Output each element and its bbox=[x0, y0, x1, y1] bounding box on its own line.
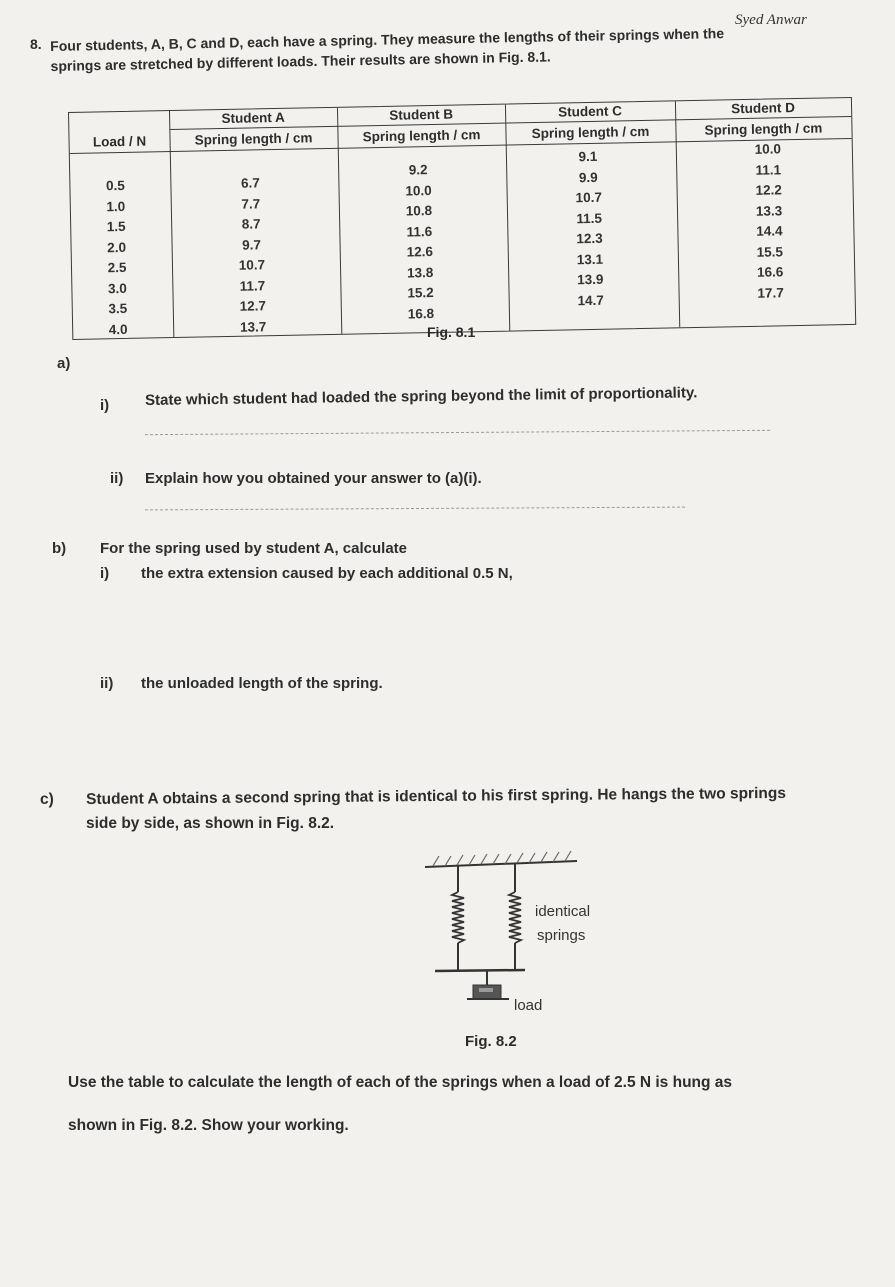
table-cell: 10.8 bbox=[405, 203, 433, 219]
table-cell: 13.3 bbox=[755, 202, 783, 219]
col-header-d: Spring length / cm bbox=[704, 120, 823, 138]
table-cell: 13.8 bbox=[406, 264, 434, 281]
table-cell: 10.7 bbox=[575, 189, 603, 206]
group-header-c: Student C bbox=[558, 103, 623, 120]
intro-line-1: Four students, A, B, C and D, each have a spring. They measure the lengths of their springs when the bbox=[50, 25, 725, 54]
part-a-i-label: i) bbox=[100, 397, 110, 414]
intro-text bbox=[50, 21, 851, 76]
part-a-label: a) bbox=[57, 355, 71, 372]
part-b-ii-label: ii) bbox=[100, 675, 114, 692]
group-header-d: Student D bbox=[731, 100, 796, 117]
part-c-label: c) bbox=[40, 791, 54, 808]
results-table bbox=[68, 97, 856, 340]
table-cell: 8.7 bbox=[241, 216, 261, 232]
table-cell: 15.5 bbox=[756, 243, 784, 260]
answer-line-a-i[interactable] bbox=[145, 430, 770, 435]
table-cell: 10.7 bbox=[238, 257, 266, 273]
question-number: 8. bbox=[30, 36, 42, 52]
table-cell: 9.7 bbox=[242, 236, 262, 253]
student-c-column bbox=[558, 146, 621, 311]
part-a-i-text: State which student had loaded the spring beyond the limit of proportionality. bbox=[145, 384, 698, 409]
fig-8-1-caption: Fig. 8.1 bbox=[427, 324, 476, 340]
table-cell: 11.7 bbox=[239, 277, 266, 294]
table-cell: 1.5 bbox=[106, 218, 126, 235]
student-b-column bbox=[388, 160, 451, 325]
part-c-line-2: side by side, as shown in Fig. 8.2. bbox=[86, 815, 335, 832]
table-cell: 9.9 bbox=[578, 169, 598, 185]
diagram-label-springs: springs bbox=[537, 927, 586, 944]
part-c-instruction-1: Use the table to calculate the length of each of the springs when a load of 2.5 N is hung as bbox=[68, 1074, 733, 1091]
table-cell: 9.2 bbox=[408, 162, 428, 178]
load-column bbox=[90, 176, 143, 341]
table-cell: 11.6 bbox=[406, 223, 433, 240]
table-cell: 16.6 bbox=[756, 264, 784, 280]
part-b-ii-text: the unloaded length of the spring. bbox=[141, 675, 383, 692]
col-header-a: Spring length / cm bbox=[194, 130, 313, 148]
table-cell: 7.7 bbox=[241, 195, 261, 212]
part-b-label: b) bbox=[52, 540, 67, 557]
table-cell: 10.0 bbox=[405, 182, 432, 199]
diagram-label-load: load bbox=[514, 997, 543, 1014]
part-a-ii-label: ii) bbox=[110, 470, 124, 487]
table-cell: 12.3 bbox=[576, 230, 603, 247]
table-cell: 10.0 bbox=[754, 141, 782, 157]
student-d-column bbox=[738, 139, 801, 304]
table-cell: 4.0 bbox=[108, 321, 128, 337]
part-b-i-label: i) bbox=[100, 565, 110, 582]
col-header-c: Spring length / cm bbox=[531, 123, 650, 142]
table-cell: 15.2 bbox=[407, 285, 434, 301]
table-cell: 6.7 bbox=[240, 175, 260, 191]
table-cell: 1.0 bbox=[106, 198, 126, 214]
part-b-text: For the spring used by student A, calculate bbox=[100, 540, 407, 557]
col-header-b: Spring length / cm bbox=[362, 127, 481, 145]
table-cell: 9.1 bbox=[578, 148, 598, 165]
table-cell: 3.0 bbox=[107, 280, 127, 296]
table-cell: 11.1 bbox=[755, 161, 782, 178]
table-cell: 13.9 bbox=[577, 271, 604, 288]
part-b-i-text: the extra extension caused by each additional 0.5 N, bbox=[141, 565, 513, 582]
group-header-a: Student A bbox=[221, 109, 285, 127]
group-header-b: Student B bbox=[389, 106, 454, 123]
table-cell: 16.8 bbox=[407, 305, 435, 322]
table-cell: 13.1 bbox=[576, 251, 604, 267]
part-c-line-1: Student A obtains a second spring that is identical to his first spring. He hangs the two springs bbox=[86, 784, 786, 808]
table-cell: 0.5 bbox=[105, 177, 125, 194]
table-cell: 3.5 bbox=[108, 300, 128, 317]
table-cell: 13.7 bbox=[239, 318, 267, 335]
intro-line-2: springs are stretched by different loads. Their results are shown in Fig. 8.1. bbox=[50, 48, 551, 74]
table-cell: 14.7 bbox=[577, 292, 604, 308]
table-cell: 12.2 bbox=[755, 182, 782, 198]
student-a-column bbox=[220, 173, 283, 338]
table-cell: 11.5 bbox=[576, 210, 603, 226]
table-cell: 2.0 bbox=[107, 239, 127, 255]
fig-8-2-diagram bbox=[425, 850, 625, 1020]
table-cell: 12.7 bbox=[239, 298, 267, 314]
table-cell: 2.5 bbox=[107, 259, 127, 276]
col-header-load: Load / N bbox=[92, 133, 147, 150]
table-cell: 14.4 bbox=[756, 223, 783, 239]
author-name: Syed Anwar bbox=[735, 12, 807, 28]
diagram-label-identical: identical bbox=[535, 903, 591, 920]
part-a-ii-text: Explain how you obtained your answer to (a)(i). bbox=[145, 470, 482, 487]
table-cell: 12.6 bbox=[406, 244, 434, 260]
part-c-instruction-2: shown in Fig. 8.2. Show your working. bbox=[68, 1117, 349, 1134]
springs-illustration bbox=[425, 850, 625, 1015]
fig-8-2-caption: Fig. 8.2 bbox=[465, 1033, 517, 1050]
answer-line-a-ii[interactable] bbox=[145, 507, 685, 511]
table-cell: 17.7 bbox=[757, 284, 784, 301]
